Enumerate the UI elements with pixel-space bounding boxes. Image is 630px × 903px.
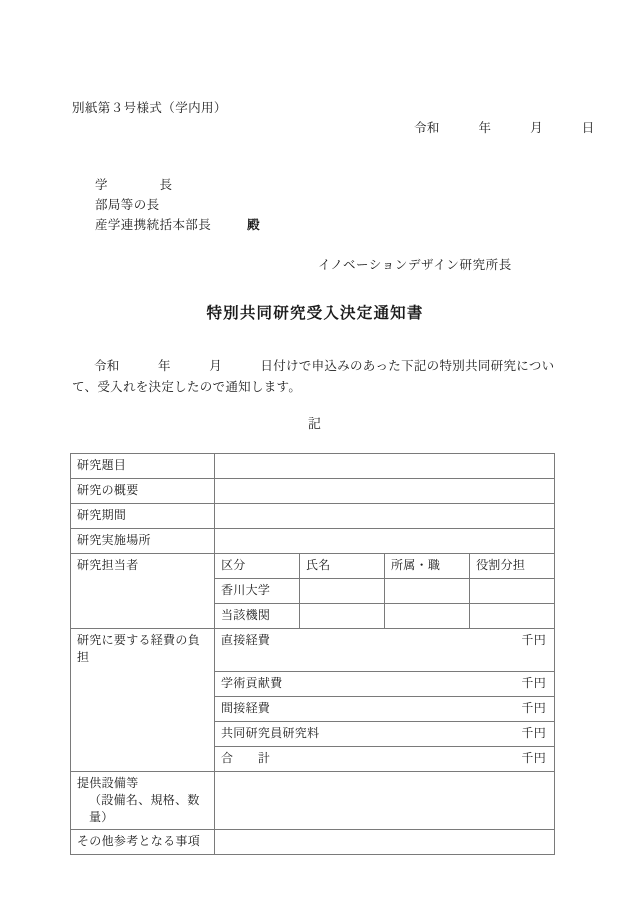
cost-unit-indirect: 千円	[494, 697, 554, 722]
table-row-research-period	[71, 504, 555, 529]
table-row-research-place	[71, 529, 555, 554]
form-number: 別紙第３号様式（学内用）	[72, 101, 227, 115]
addressee-list	[95, 175, 260, 235]
researcher-header-category: 区分	[215, 554, 300, 579]
value-research-place[interactable]	[215, 529, 555, 554]
label-equipment-main: 提供設備等	[77, 776, 139, 790]
cost-row-total	[215, 747, 554, 772]
issuer-title: イノベーションデザイン研究所長	[318, 258, 512, 272]
cost-unit-academic-contribution: 千円	[494, 672, 554, 697]
label-research-period: 研究期間	[71, 504, 215, 529]
label-research-place: 研究実施場所	[71, 529, 215, 554]
researcher-name-institution[interactable]	[300, 604, 385, 629]
label-equipment-note: （設備名、規格、数量）	[89, 793, 200, 824]
date-line: 令和 年 月 日	[414, 121, 595, 135]
label-researchers: 研究担当者	[71, 554, 215, 629]
label-other-notes: その他参考となる事項	[71, 830, 215, 855]
researcher-affiliation-kagawa[interactable]	[385, 579, 470, 604]
table-row-other-notes	[71, 830, 555, 855]
label-research-title: 研究題目	[71, 454, 215, 479]
cost-breakdown-cell	[215, 629, 555, 772]
label-research-outline: 研究の概要	[71, 479, 215, 504]
table-row-research-outline	[71, 479, 555, 504]
cost-row-academic-contribution	[215, 672, 554, 697]
label-cost-burden: 研究に要する経費の負担	[71, 629, 215, 772]
table-row-researchers-header	[71, 554, 555, 579]
page-title: 特別共同研究受入決定通知書	[206, 305, 424, 322]
table-row-cost-burden	[71, 629, 555, 772]
cost-unit-direct: 千円	[494, 629, 554, 672]
researcher-role-institution[interactable]	[470, 604, 555, 629]
cost-row-indirect	[215, 697, 554, 722]
addressee-label: 部局等の長	[95, 198, 160, 212]
researcher-role-kagawa[interactable]	[470, 579, 555, 604]
cost-unit-total: 千円	[521, 751, 546, 765]
cost-label-total: 合 計	[221, 751, 271, 765]
researcher-header-affiliation: 所属・職	[385, 554, 470, 579]
addressee-label: 産学連携統括本部長	[95, 218, 212, 232]
cost-label-indirect: 間接経費	[215, 697, 494, 722]
cost-label-academic-contribution: 学術貢献費	[215, 672, 494, 697]
label-equipment	[71, 772, 215, 830]
cost-unit-joint-researcher-fee: 千円	[494, 722, 554, 747]
cost-row-joint-researcher-fee	[215, 722, 554, 747]
body-text: 令和 年 月 日付けで申込みのあった下記の特別共同研究について、受入れを決定したので通知します。	[72, 359, 555, 394]
body-paragraph	[72, 356, 558, 398]
value-research-title[interactable]	[215, 454, 555, 479]
researcher-category-institution: 当該機関	[215, 604, 300, 629]
researcher-name-kagawa[interactable]	[300, 579, 385, 604]
value-other-notes[interactable]	[215, 830, 555, 855]
addressee-item-department-head	[95, 195, 260, 215]
value-research-period[interactable]	[215, 504, 555, 529]
addressee-label: 学 長	[95, 178, 173, 192]
researcher-category-kagawa: 香川大学	[215, 579, 300, 604]
addressee-item-president	[95, 175, 260, 195]
researcher-header-name: 氏名	[300, 554, 385, 579]
cost-label-direct: 直接経費	[215, 629, 494, 672]
value-equipment[interactable]	[215, 772, 555, 830]
cost-breakdown-table	[215, 629, 554, 771]
application-details-table	[70, 453, 555, 855]
table-row-research-title	[71, 454, 555, 479]
cost-label-joint-researcher-fee: 共同研究員研究料	[215, 722, 494, 747]
cost-row-direct	[215, 629, 554, 672]
researcher-affiliation-institution[interactable]	[385, 604, 470, 629]
researcher-header-role: 役割分担	[470, 554, 555, 579]
ki-mark: 記	[307, 416, 322, 431]
value-research-outline[interactable]	[215, 479, 555, 504]
table-row-equipment	[71, 772, 555, 830]
addressee-item-collaboration-hq	[95, 215, 260, 235]
addressee-honorific: 殿	[247, 218, 261, 232]
